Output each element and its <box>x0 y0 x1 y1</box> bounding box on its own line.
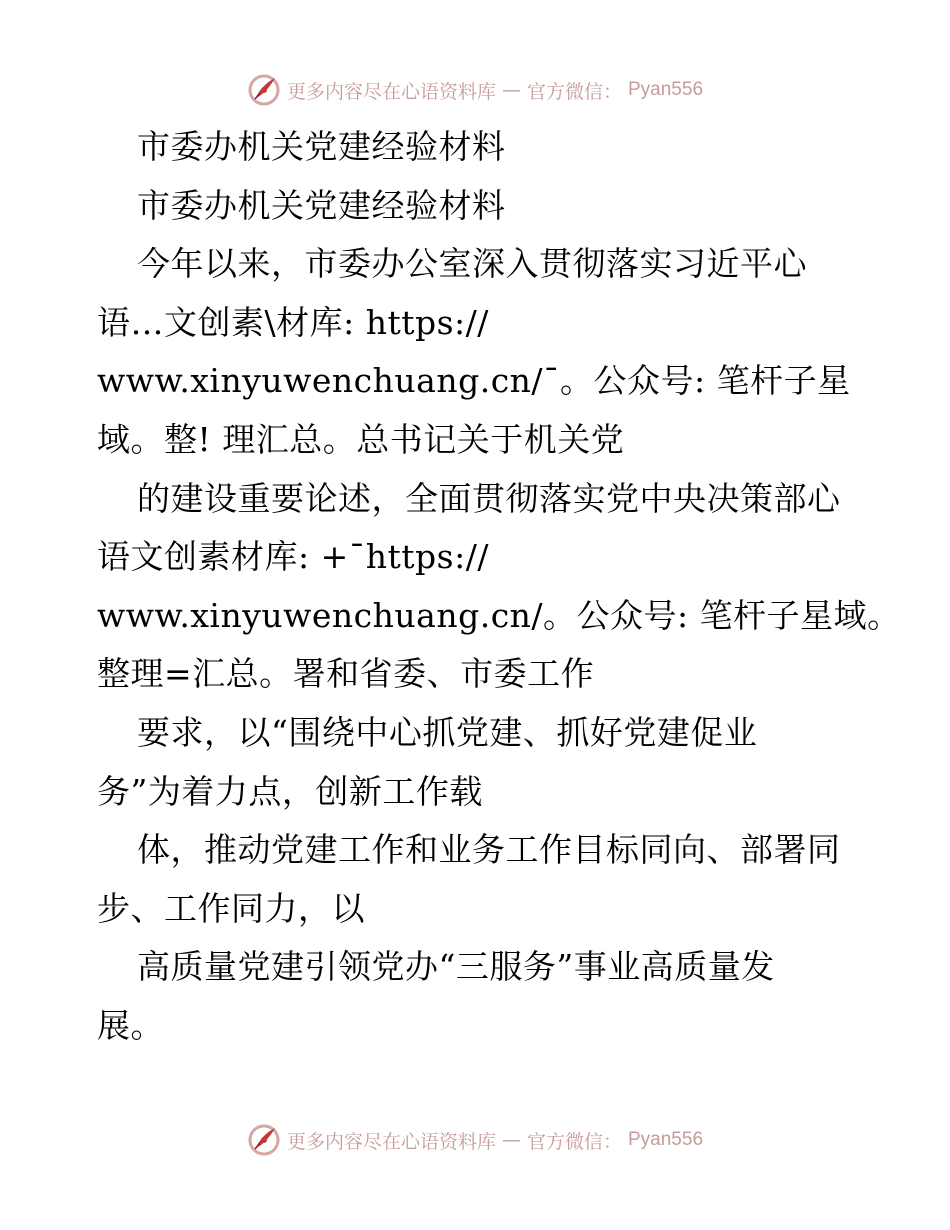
doc-paragraph-line: www.xinyuwenchuang.cn/。公众号: 笔杆子星域。 <box>97 595 901 635</box>
banner-official-label: 官方微信： <box>526 1130 622 1153</box>
doc-paragraph-line: www.xinyuwenchuang.cn/¯。公众号: 笔杆子星 <box>97 361 851 401</box>
banner-separator: — <box>501 79 521 101</box>
doc-paragraph-line: 语…文创素\材库: https:// <box>97 302 489 342</box>
doc-paragraph-line: 今年以来，市委办公室深入贯彻落实习近平心 <box>137 244 807 284</box>
quill-pen-logo-icon <box>247 1123 281 1157</box>
banner-slogan: 更多内容尽在心语资料库 <box>286 1130 496 1153</box>
doc-title-line: 市委办机关党建经验材料 <box>137 127 506 166</box>
doc-title-line: 市委办机关党建经验材料 <box>137 185 506 225</box>
doc-paragraph-line: 整理=汇总。署和省委、市委工作 <box>97 654 595 694</box>
doc-paragraph-line: 高质量党建引领党办“三服务”事业高质量发 <box>137 947 775 987</box>
banner-official-label: 官方微信： <box>526 80 622 103</box>
footer-banner <box>0 1120 950 1160</box>
doc-paragraph-line: 展。 <box>97 1005 164 1045</box>
doc-paragraph-line: 语文创素材库: +¯https:// <box>97 537 489 577</box>
doc-paragraph-line: 域。整! 理汇总。总书记关于机关党 <box>97 419 625 459</box>
doc-paragraph-line: 的建设重要论述，全面贯彻落实党中央决策部心 <box>137 478 841 518</box>
banner-separator: — <box>501 1129 521 1151</box>
document-body <box>97 118 901 1056</box>
doc-paragraph-line: 步、工作同力，以 <box>97 888 365 928</box>
banner-account: Pyan556 <box>628 79 704 100</box>
quill-pen-logo-icon <box>247 73 281 107</box>
banner-account: Pyan556 <box>628 1129 704 1150</box>
doc-paragraph-line: 务”为着力点，创新工作载 <box>97 771 483 811</box>
banner-slogan: 更多内容尽在心语资料库 <box>286 80 496 103</box>
doc-paragraph-line: 要求，以“围绕中心抓党建、抓好党建促业 <box>137 712 758 752</box>
header-banner <box>0 70 950 110</box>
doc-paragraph-line: 体，推动党建工作和业务工作目标同向、部署同 <box>137 830 841 870</box>
